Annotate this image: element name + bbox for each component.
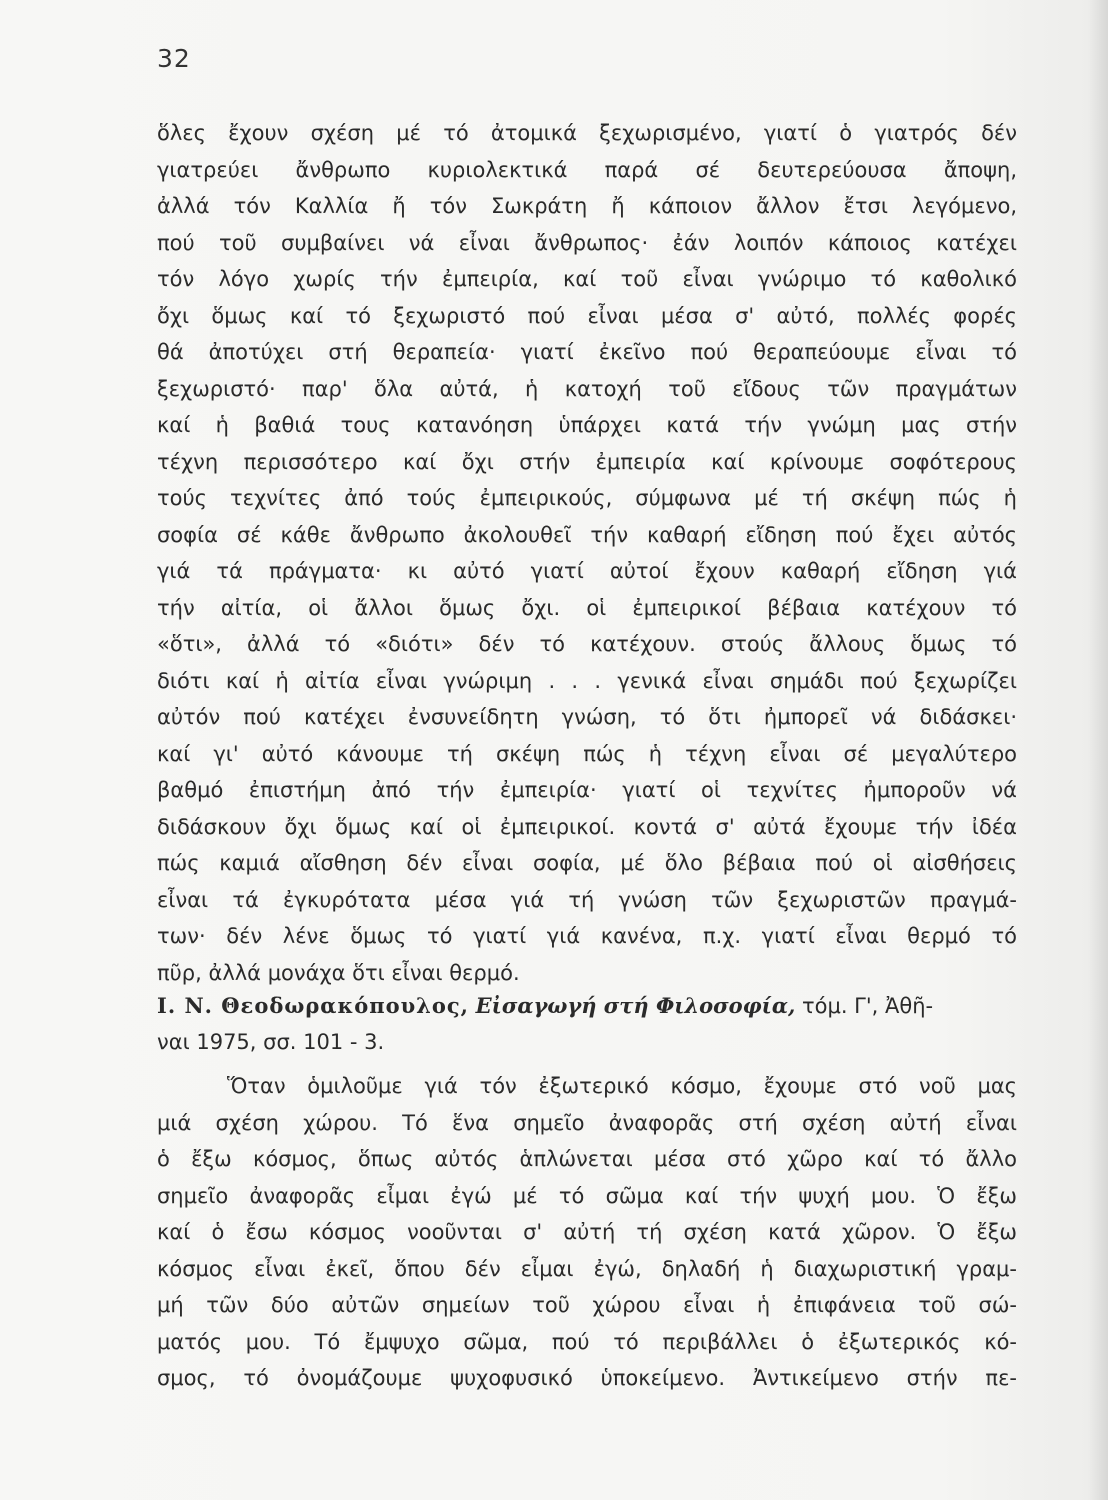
text-line: αὐτόν πού κατέχει ἐνσυνείδητη γνώση, τό ὅτι ἠμπορεῖ νά διδάσκει· xyxy=(157,705,1017,729)
source-citation xyxy=(157,988,1017,1060)
text-line: τόν λόγο χωρίς τήν ἐμπειρία, καί τοῦ εἶναι γνώριμο τό καθολικό xyxy=(157,267,1017,291)
text-line: διότι καί ἡ αἰτία εἶναι γνώριμη . . . γενικά εἶναι σημάδι πού ξεχωρίζει xyxy=(157,668,1017,693)
text-line: σημεῖο ἀναφορᾶς εἶμαι ἐγώ μέ τό σῶμα καί τήν ψυχή μου. Ὁ ἔξω xyxy=(157,1183,1017,1208)
text-line: ὄχι ὅμως καί τό ξεχωριστό πού εἶναι μέσα σ' αὐτό, πολλές φορές xyxy=(157,303,1017,328)
text-line: εἶναι τά ἐγκυρότατα μέσα γιά τή γνώση τῶν ξεχωριστῶν πραγμά- xyxy=(157,887,1017,912)
page-number: 32 xyxy=(157,44,191,73)
text-line: καί γι' αὐτό κάνουμε τή σκέψη πώς ἡ τέχνη εἶναι σέ μεγαλύτερο xyxy=(157,741,1017,766)
text-line: τούς τεχνίτες ἀπό τούς ἐμπειρικούς, σύμφωνα μέ τή σκέψη πώς ἡ xyxy=(157,486,1017,510)
text-line: σμος, τό ὀνομάζουμε ψυχοφυσικό ὑποκείμενο. Ἀντικείμενο στήν πε- xyxy=(157,1366,1017,1390)
text-line: βαθμό ἐπιστήμη ἀπό τήν ἐμπειρία· γιατί οἱ τεχνίτες ἠμποροῦν νά xyxy=(157,778,1017,802)
text-line: πού τοῦ συμβαίνει νά εἶναι ἄνθρωπος· ἐάν λοιπόν κάποιος κατέχει xyxy=(157,230,1017,255)
text-line: ὁ ἔξω κόσμος, ὅπως αὐτός ἁπλώνεται μέσα στό χῶρο καί τό ἄλλο xyxy=(157,1147,1017,1171)
paragraph-external-world xyxy=(157,1068,1017,1397)
text-line: μή τῶν δύο αὐτῶν σημείων τοῦ χώρου εἶναι ἡ ἐπιφάνεια τοῦ σώ- xyxy=(157,1293,1017,1317)
text-line: τέχνη περισσότερο καί ὄχι στήν ἐμπειρία καί κρίνουμε σοφότερους xyxy=(157,449,1017,474)
text-line: γιά τά πράγματα· κι αὐτό γιατί αὐτοί ἔχουν καθαρή εἴδηση γιά xyxy=(157,559,1017,583)
paragraph-aristotle-quote xyxy=(157,115,1017,991)
citation-line xyxy=(157,988,1017,1024)
text-line: καί ἡ βαθιά τους κατανόηση ὑπάρχει κατά τήν γνώμη μας στήν xyxy=(157,413,1017,437)
page-spine-shadow xyxy=(1088,0,1108,1500)
text-line: σοφία σέ κάθε ἄνθρωπο ἀκολουθεῖ τήν καθαρή εἴδηση πού ἔχει αὐτός xyxy=(157,522,1017,547)
text-line: κόσμος εἶναι ἐκεῖ, ὅπου δέν εἶμαι ἐγώ, δηλαδή ἡ διαχωριστική γραμ- xyxy=(157,1256,1017,1281)
text-line: καί ὁ ἔσω κόσμος νοοῦνται σ' αὐτή τή σχέση κατά χῶρον. Ὁ ἔξω xyxy=(157,1220,1017,1244)
citation-title: Εἰσαγωγή στή Φιλοσοφία, xyxy=(475,993,796,1018)
text-line: μιά σχέση χώρου. Τό ἕνα σημεῖο ἀναφορᾶς στή σχέση αὐτή εἶναι xyxy=(157,1110,1017,1135)
text-line: τήν αἰτία, οἱ ἄλλοι ὅμως ὄχι. οἱ ἐμπειρικοί βέβαια κατέχουν τό xyxy=(157,595,1017,620)
citation-details-continued: ναι 1975, σσ. 101 - 3. xyxy=(157,1030,385,1054)
text-line: διδάσκουν ὄχι ὅμως καί οἱ ἐμπειρικοί. κοντά σ' αὐτά ἔχουμε τήν ἰδέα xyxy=(157,814,1017,839)
text-line: γιατρεύει ἄνθρωπο κυριολεκτικά παρά σέ δευτερεύουσα ἄποψη, xyxy=(157,157,1017,182)
text-line: ματός μου. Τό ἔμψυχο σῶμα, πού τό περιβάλλει ὁ ἐξωτερικός κό- xyxy=(157,1329,1017,1354)
text-line: ὅλες ἔχουν σχέση μέ τό ἀτομικά ξεχωρισμένο, γιατί ὁ γιατρός δέν xyxy=(157,121,1017,145)
text-line: πῦρ, ἀλλά μονάχα ὅτι εἶναι θερμό. xyxy=(157,960,520,985)
text-line: ξεχωριστό· παρ' ὅλα αὐτά, ἡ κατοχή τοῦ εἴδους τῶν πραγμάτων xyxy=(157,376,1017,401)
text-line: «ὅτι», ἀλλά τό «διότι» δέν τό κατέχουν. στούς ἄλλους ὅμως τό xyxy=(157,632,1017,656)
citation-author: Ι. Ν. Θεοδωρακόπουλος, xyxy=(157,993,469,1018)
text-line: θά ἀποτύχει στή θεραπεία· γιατί ἐκεῖνο πού θεραπεύουμε εἶναι τό xyxy=(157,340,1017,364)
text-line: πώς καμιά αἴσθηση δέν εἶναι σοφία, μέ ὅλο βέβαια πού οἱ αἰσθήσεις xyxy=(157,851,1017,875)
text-line: των· δέν λένε ὅμως τό γιατί γιά κανένα, π.χ. γιατί εἶναι θερμό τό xyxy=(157,924,1017,948)
text-line: Ὅταν ὁμιλοῦμε γιά τόν ἐξωτερικό κόσμο, ἔχουμε στό νοῦ μας xyxy=(227,1074,1017,1098)
citation-details: τόμ. Γ', Ἀθῆ- xyxy=(801,994,934,1018)
text-line: ἀλλά τόν Καλλία ἤ τόν Σωκράτη ἤ κάποιον ἄλλον ἔτσι λεγόμενο, xyxy=(157,194,1017,218)
